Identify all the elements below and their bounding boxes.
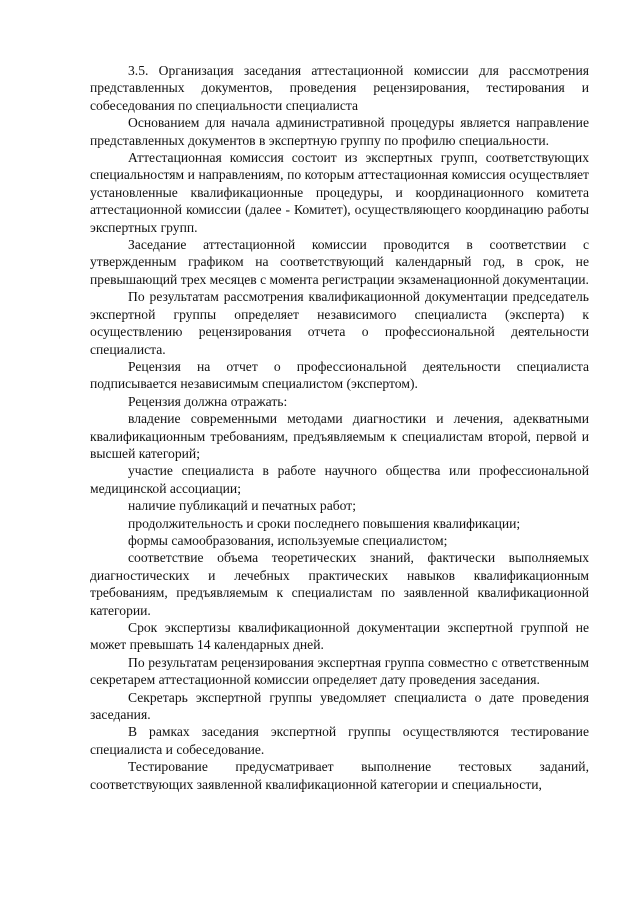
paragraph-expert-assignment: По результатам рассмотрения квалификационной документации председатель экспертной группы определяет независимого специалиста (эксперта) к осуществлению рецензирования отчета о профессиональной деятельности специалиста. — [90, 289, 589, 357]
list-item-publications: наличие публикаций и печатных работ; — [128, 498, 356, 514]
paragraph-meeting-date: По результатам рецензирования экспертная группа совместно с ответственным секретарем аттестационной комиссии определяет дату проведения заседания. — [90, 654, 589, 688]
paragraph-basis: Основанием для начала административной процедуры является направление представленных документов в экспертную группу по профилю специальности. — [90, 115, 589, 148]
paragraph-secretary-notice: Секретарь экспертной группы уведомляет специалиста о дате проведения заседания. — [90, 689, 589, 723]
document-page — [90, 62, 589, 793]
list-item-qualification-upgrade: продолжительность и сроки последнего повышения квалификации; — [128, 515, 521, 531]
paragraph-review-contents-intro: Рецензия должна отражать: — [128, 393, 288, 409]
paragraph-expertise-term: Срок экспертизы квалификационной документации экспертной группой не может превышать 14 календарных дней. — [90, 620, 589, 653]
paragraph-testing-description: Тестирование предусматривает выполнение тестовых заданий, соответствующих заявленной квалификационной категории и специальности, — [90, 759, 589, 792]
list-item-self-education: формы самообразования, используемые специалистом; — [128, 532, 448, 548]
list-item-methods: владение современными методами диагностики и лечения, адекватными квалификационным требованиям, предъявляемым к специалистам второй, первой и высшей категорий; — [90, 411, 589, 461]
list-item-scientific-society: участие специалиста в работе научного общества или профессиональной медицинской ассоциации; — [90, 463, 589, 496]
paragraph-meeting-schedule: Заседание аттестационной комиссии проводится в соответствии с утвержденным графиком на соответствующий календарный год, в срок, не превышающий трех месяцев с момента регистрации экзаменационной документации. — [90, 237, 589, 287]
paragraph-commission-composition: Аттестационная комиссия состоит из экспертных групп, соответствующих специальностям и направлениям, по которым аттестационная комиссия осуществляет установленные квалификационные процедуры, и координационного комитета аттестационной комиссии (далее - Комитет), осуществляющего координацию работы экспертных групп. — [90, 150, 589, 235]
section-heading-paragraph: 3.5. Организация заседания аттестационной комиссии для рассмотрения представленных документов, проведения рецензирования, тестирования и собеседования по специальности специалиста — [90, 63, 589, 113]
list-item-knowledge-conformity: соответствие объема теоретических знаний, фактически выполняемых диагностических и лечебных практических навыков квалификационным требованиям, предъявляемым к специалистам по заявленной квалификационной категории. — [90, 550, 589, 618]
paragraph-testing-interview: В рамках заседания экспертной группы осуществляются тестирование специалиста и собеседование. — [90, 724, 589, 757]
paragraph-review-signature: Рецензия на отчет о профессиональной деятельности специалиста подписывается независимым специалистом (экспертом). — [90, 358, 589, 392]
